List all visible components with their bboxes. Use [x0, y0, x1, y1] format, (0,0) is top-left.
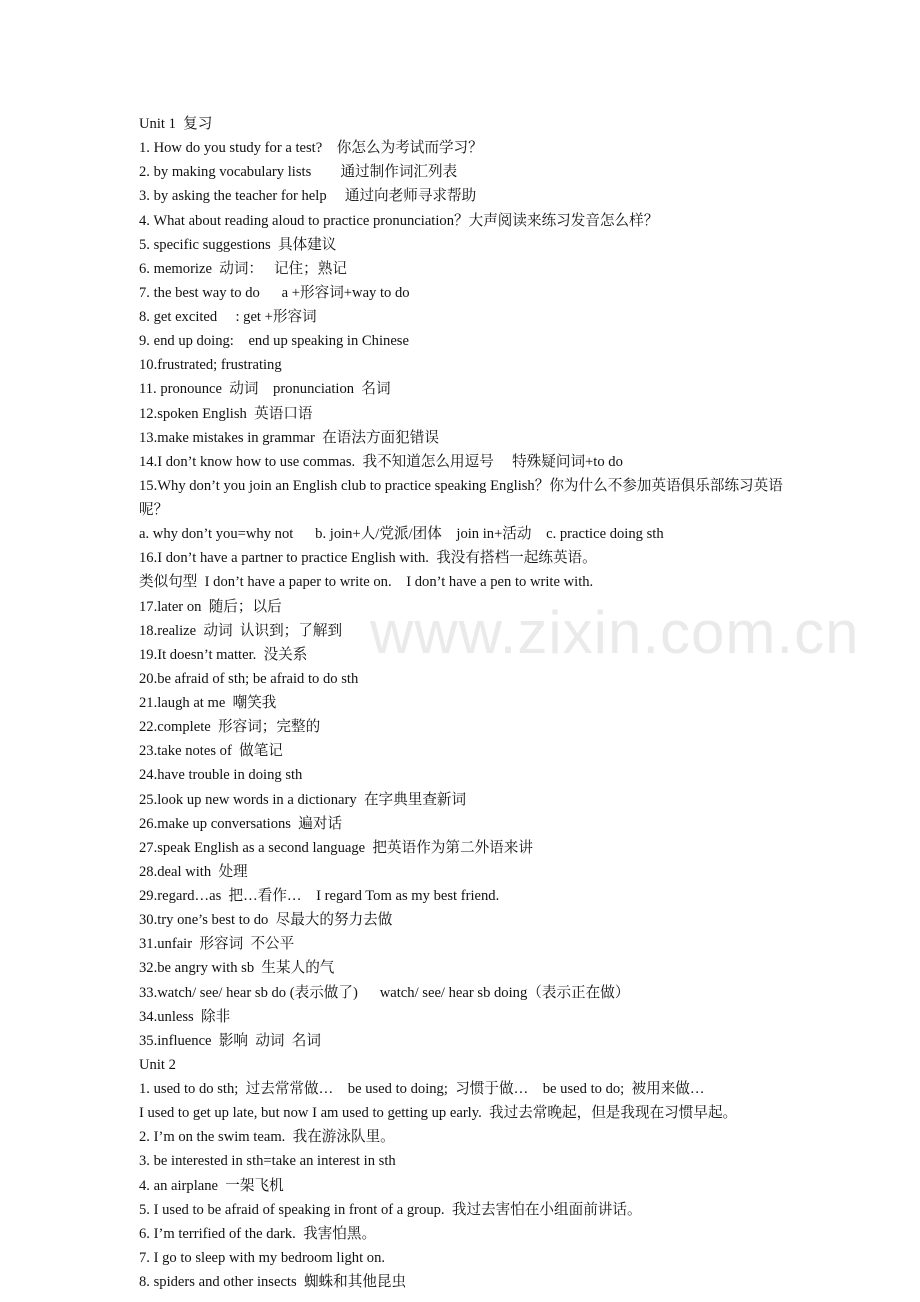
text-line: 22.complete 形容词；完整的 [139, 719, 321, 736]
text-line: 10.frustrated; frustrating [139, 357, 282, 374]
text-line: 19.It doesn’t matter. 没关系 [139, 646, 308, 663]
section-heading-unit-1: Unit 1 复习 [139, 116, 213, 132]
section-heading-unit-2: Unit 2 [139, 1056, 176, 1073]
text-line: 20.be afraid of sth; be afraid to do sth [139, 670, 359, 687]
watermark: www.zixin.com.cn [370, 599, 860, 666]
text-line: 24.have trouble in doing sth [139, 767, 303, 784]
text-line: 1. How do you study for a test? 你怎么为考试而学习？ [139, 140, 483, 157]
text-line: 33.watch/ see/ hear sb do (表示做了) watch/ see/ hear sb doing（表示正在做） [139, 984, 630, 1001]
text-line: 21.laugh at me 嘲笑我 [139, 695, 277, 711]
text-line: 17.later on 随后；以后 [139, 598, 282, 615]
text-line: 4. an airplane 一架飞机 [139, 1177, 284, 1194]
text-line: 34.unless 除非 [139, 1008, 231, 1025]
text-line: 类似句型 I don’t have a paper to write on. I don’t have a pen to write with. [139, 574, 594, 591]
text-line: 11. pronounce 动词 pronunciation 名词 [139, 381, 391, 398]
text-line: 5. I used to be afraid of speaking in front of a group. 我过去害怕在小组面前讲话。 [139, 1201, 642, 1218]
text-line: 25.look up new words in a dictionary 在字典里查新词 [139, 791, 467, 808]
text-line: 6. memorize 动词： 记住；熟记 [139, 260, 347, 277]
text-line: 5. specific suggestions 具体建议 [139, 236, 337, 253]
text-line: 14.I don’t know how to use commas. 我不知道怎么用逗号 特殊疑问词+to do [139, 453, 623, 470]
text-line: 12.spoken English 英语口语 [139, 405, 313, 422]
text-line: a. why don’t you=why not b. join+人/党派/团体 join in+活动 c. practice doing sth [139, 526, 664, 543]
text-line: 4. What about reading aloud to practice pronunciation？大声阅读来练习发音怎么样？ [139, 212, 659, 229]
text-line: 6. I’m terrified of the dark. 我害怕黑。 [139, 1225, 377, 1242]
text-line: 13.make mistakes in grammar 在语法方面犯错误 [139, 429, 439, 446]
text-line: 2. by making vocabulary lists 通过制作词汇列表 [139, 164, 458, 181]
text-line: 18.realize 动词 认识到；了解到 [139, 622, 343, 639]
text-line: 27.speak English as a second language 把英语作为第二外语来讲 [139, 839, 533, 856]
text-line: 16.I don’t have a partner to practice English with. 我没有搭档一起练英语。 [139, 550, 597, 567]
text-line: 3. by asking the teacher for help 通过向老师寻求帮助 [139, 188, 477, 205]
text-line: 35.influence 影响 动词 名词 [139, 1032, 321, 1049]
text-line: 1. used to do sth; 过去常常做… be used to doing; 习惯于做… be used to do; 被用来做… [139, 1081, 705, 1097]
text-line: 28.deal with 处理 [139, 863, 248, 880]
text-line: 26.make up conversations 遍对话 [139, 815, 343, 832]
text-line: 7. I go to sleep with my bedroom light on. [139, 1249, 386, 1266]
text-line: 32.be angry with sb 生某人的气 [139, 960, 335, 977]
text-line: I used to get up late, but now I am used to getting up early. 我过去常晚起，但是我现在习惯早起。 [139, 1105, 738, 1122]
text-line: 31.unfair 形容词 不公平 [139, 936, 295, 953]
text-line: 9. end up doing: end up speaking in Chinese [139, 333, 409, 350]
text-line: 2. I’m on the swim team. 我在游泳队里。 [139, 1129, 395, 1146]
document-body [139, 112, 799, 1294]
text-line: 3. be interested in sth=take an interest in sth [139, 1153, 396, 1170]
text-line: 29.regard…as 把…看作… I regard Tom as my best friend. [139, 888, 500, 904]
text-line: 7. the best way to do a +形容词+way to do [139, 284, 410, 301]
text-line: 30.try one’s best to do 尽最大的努力去做 [139, 912, 393, 929]
text-line-wrapped: 15.Why don’t you join an English club to practice speaking English？你为什么不参加英语俱乐部练习英语呢？ [139, 477, 783, 518]
text-line: 23.take notes of 做笔记 [139, 743, 283, 760]
text-line: 8. spiders and other insects 蜘蛛和其他昆虫 [139, 1274, 407, 1290]
text-line: 8. get excited : get +形容词 [139, 309, 317, 325]
